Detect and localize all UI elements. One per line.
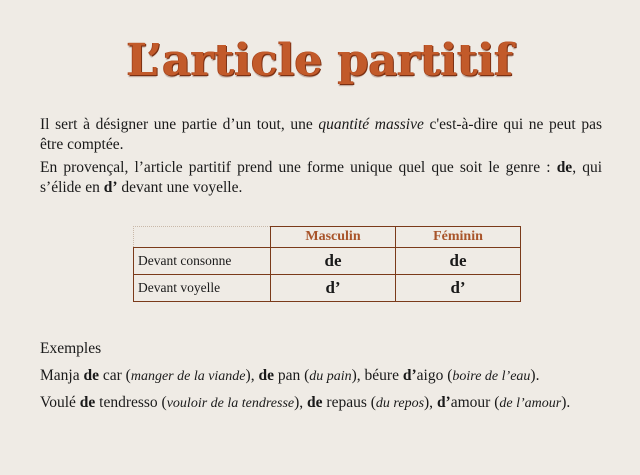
examples-heading: Exemples xyxy=(40,340,102,357)
table-row xyxy=(134,248,521,275)
example-text: repaus ( xyxy=(322,394,376,411)
page-title: L’article partitif xyxy=(126,35,514,86)
intro-text: En provençal, l’article partitif prend une forme unique quel que soit le genre : xyxy=(40,159,557,176)
intro-bold: de xyxy=(556,159,573,176)
example-bold: de xyxy=(258,367,274,384)
intro-text: c'est-à-dire qui ne peut pas être comptée. xyxy=(40,116,603,153)
intro-text: Il sert à désigner une partie d’un tout, une xyxy=(40,116,319,133)
intro-text: , qui s’élide en xyxy=(40,159,603,196)
intro-emphasis: quantité massive xyxy=(318,116,424,133)
example-text: pan ( xyxy=(273,367,310,384)
row-label: Devant voyelle xyxy=(134,275,271,302)
example-bold: de xyxy=(79,394,96,411)
example-text: Voulé xyxy=(40,394,80,411)
intro-paragraph-1 xyxy=(40,115,602,155)
column-header-feminin: Féminin xyxy=(396,227,521,248)
cell-masculin: d’ xyxy=(271,275,396,302)
table-header-row xyxy=(134,227,521,248)
row-label: Devant consonne xyxy=(134,248,271,275)
table-corner-cell xyxy=(134,227,271,248)
example-translation: du pain xyxy=(309,369,352,384)
intro-text: devant une voyelle. xyxy=(117,179,243,196)
example-text: car ( xyxy=(98,367,131,384)
example-text: ). xyxy=(561,394,571,411)
example-translation: boire de l’eau xyxy=(452,369,531,384)
example-text: ), béure xyxy=(351,367,403,384)
example-translation: du repos xyxy=(375,396,425,411)
example-translation: vouloir de la tendresse xyxy=(166,396,295,411)
example-text: ), xyxy=(424,394,437,411)
partitif-table xyxy=(133,226,521,302)
example-bold: de xyxy=(83,367,99,384)
example-line-2 xyxy=(40,393,570,414)
example-bold: d’ xyxy=(436,394,451,411)
example-bold: de xyxy=(307,394,323,411)
example-translation: manger de la viande xyxy=(130,369,246,384)
example-text: amour ( xyxy=(450,394,500,411)
intro-bold: d’ xyxy=(103,179,118,196)
example-text: tendresso ( xyxy=(95,394,167,411)
example-bold: d’ xyxy=(402,367,417,384)
example-text: aigo ( xyxy=(416,367,453,384)
example-text: Manja xyxy=(40,367,84,384)
cell-feminin: de xyxy=(396,248,521,275)
intro-paragraph-2 xyxy=(40,158,602,198)
example-text: ), xyxy=(294,394,308,411)
column-header-masculin: Masculin xyxy=(271,227,396,248)
cell-masculin: de xyxy=(271,248,396,275)
cell-feminin: d’ xyxy=(396,275,521,302)
table-row xyxy=(134,275,521,302)
example-translation: de l’amour xyxy=(499,396,562,411)
example-text: ). xyxy=(530,367,540,384)
example-line-1 xyxy=(40,366,539,387)
example-text: ), xyxy=(245,367,259,384)
